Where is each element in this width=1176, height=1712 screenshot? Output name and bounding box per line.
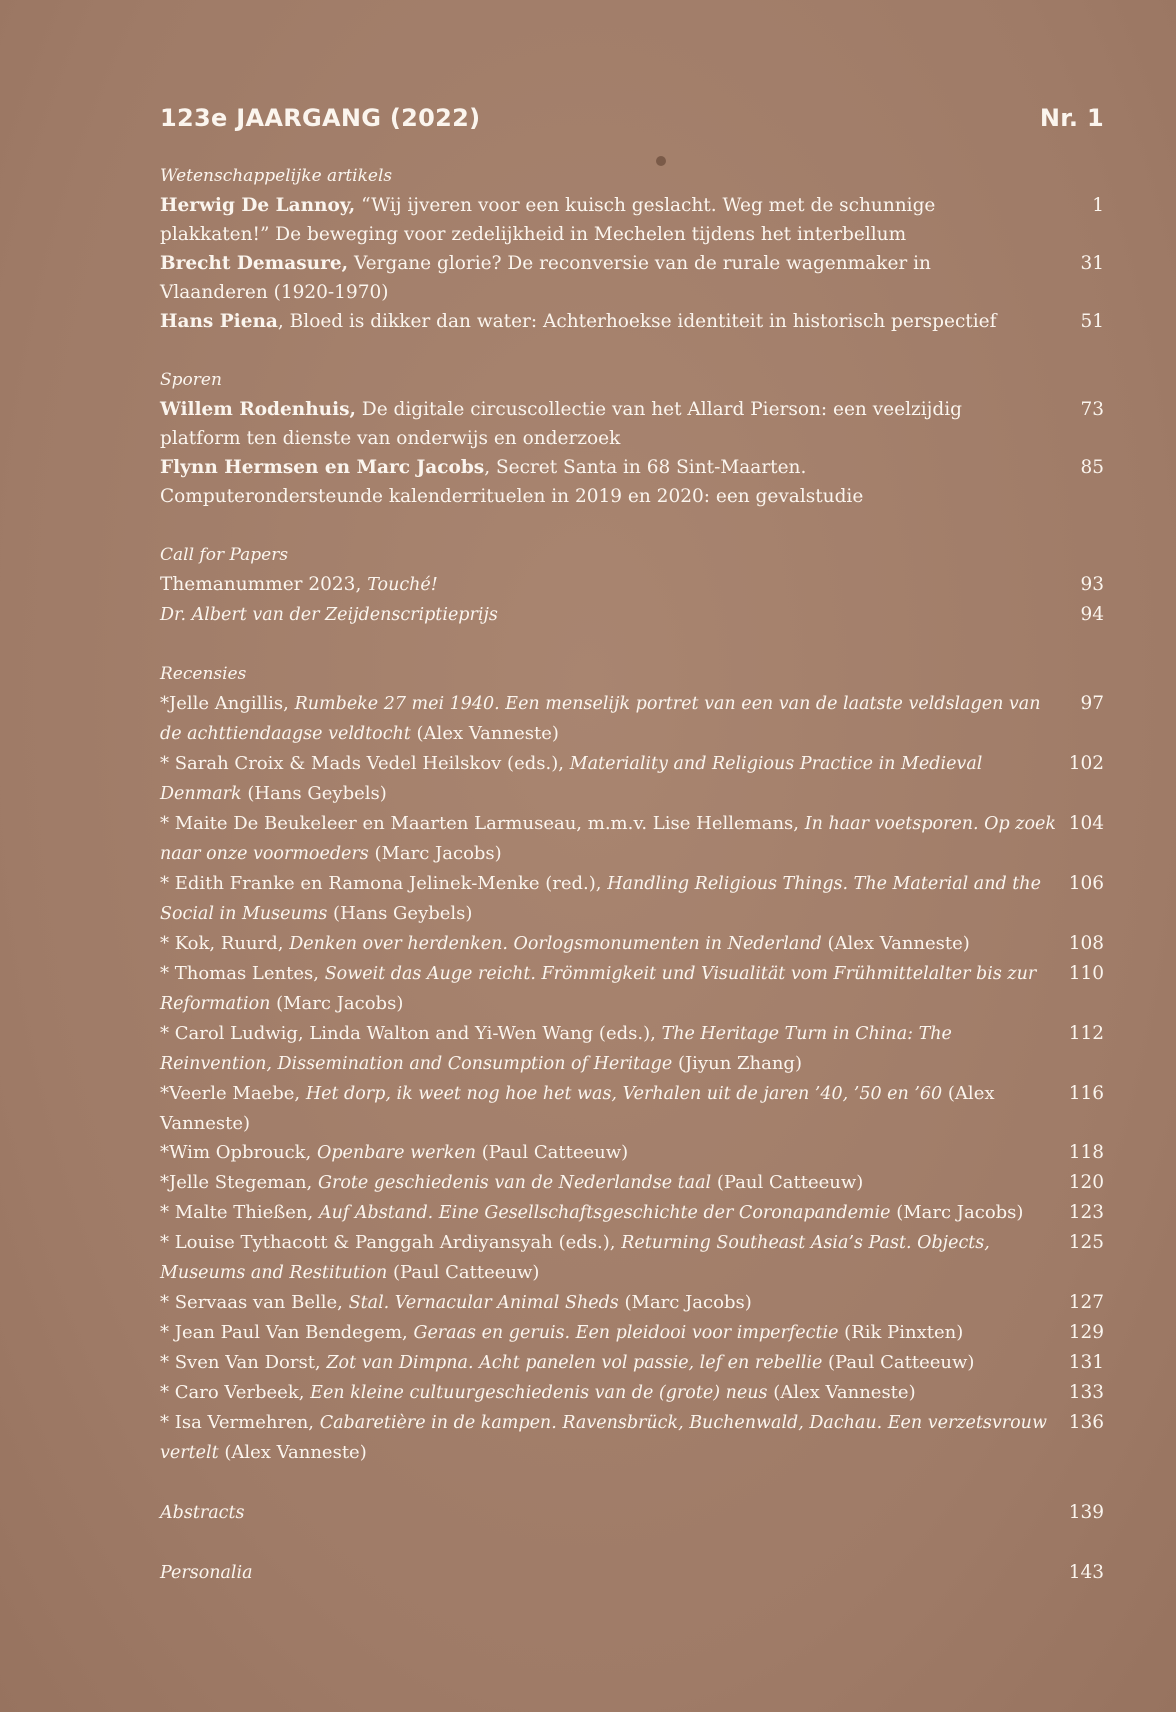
- review-author: * Isa Vermehren,: [160, 1412, 320, 1433]
- review-book-title: Auf Abstand. Eine Gesellschaftsgeschichte der Coronapandemie: [318, 1203, 891, 1223]
- page-number: 133: [1068, 1382, 1104, 1403]
- section-title: Sporen: [160, 370, 222, 390]
- page-number: 127: [1068, 1292, 1104, 1313]
- entry-text: [160, 600, 1060, 630]
- review-book-title: Soweit das Auge reicht. Frömmigkeit und Visualität vom Frühmittelalter bis zur Reformation: [160, 964, 1037, 1014]
- entry-author: Hans Piena: [160, 311, 278, 332]
- review-reviewer: (Paul Catteeuw): [822, 1352, 975, 1373]
- review-author: * Maite De Beukeleer en Maarten Larmuseau, m.m.v. Lise Hellemans,: [160, 813, 805, 834]
- review-reviewer: (Alex Vanneste): [160, 1083, 995, 1134]
- entry-text: [160, 1498, 1060, 1528]
- entry-text: [160, 1558, 1060, 1588]
- section-title: Call for Papers: [160, 545, 289, 565]
- page-number: 93: [1080, 574, 1104, 595]
- toc-entry: [160, 191, 1104, 249]
- entry-text: [160, 1288, 1060, 1318]
- review-book-title: Geraas en geruis. Een pleidooi voor imperfectie: [413, 1323, 839, 1343]
- review-book-title: Cabaretière in de kampen. Ravensbrück, Buchenwald, Dachau. Een verzetsvrouw vertelt: [160, 1413, 1047, 1463]
- entry-title: , Secret Santa in 68 Sint-Maarten. Computerondersteunde kalenderrituelen in 2019 en 2020: een gevalstudie: [160, 457, 864, 507]
- review-author: * Louise Tythacott & Panggah Ardiyansyah (eds.),: [160, 1232, 622, 1253]
- entry-text: [160, 1019, 1060, 1079]
- toc-entry: [160, 249, 1104, 307]
- section-personalia: [160, 1558, 1104, 1588]
- review-entry: [160, 1019, 1104, 1079]
- review-reviewer: (Marc Jacobs): [270, 993, 404, 1014]
- entry-text: [160, 1408, 1060, 1468]
- review-author: * Kok, Ruurd,: [160, 933, 290, 954]
- review-reviewer: (Paul Catteeuw): [476, 1142, 629, 1163]
- review-author: *Veerle Maebe,: [160, 1083, 306, 1104]
- entry-italic-title: Dr. Albert van der Zeijdenscriptieprijs: [160, 605, 498, 625]
- toc-entry: [160, 1558, 1104, 1588]
- review-author: *Wim Opbrouck,: [160, 1142, 317, 1163]
- review-reviewer: (Jiyun Zhang): [672, 1053, 802, 1074]
- toc-entry: [160, 453, 1104, 511]
- section-title: Wetenschappelijke artikels: [160, 166, 393, 186]
- page-number: 120: [1068, 1172, 1104, 1193]
- toc-entry: [160, 395, 1104, 453]
- page-number: 73: [1080, 399, 1104, 420]
- review-entry: [160, 1079, 1104, 1138]
- entry-text: [160, 191, 1020, 249]
- page-number: 97: [1080, 693, 1104, 714]
- entry-text: [160, 1138, 1060, 1168]
- section-title: Recensies: [160, 664, 247, 684]
- entry-title: “Wij ijveren voor een kuisch geslacht. Weg met de schunnige plakkaten!” De beweging voor zedelijkheid in Mechelen tijdens het interbellum: [160, 195, 936, 245]
- entry-italic-title: Touché!: [367, 575, 438, 595]
- entry-author: Flynn Hermsen en Marc Jacobs: [160, 457, 485, 478]
- entry-author: Herwig De Lannoy,: [160, 195, 356, 216]
- entry-title: De digitale circuscollectie van het Allard Pierson: een veelzijdig platform ten dienste van onderwijs en onderzoek: [160, 399, 962, 449]
- review-book-title: Returning Southeast Asia’s Past. Objects, Museums and Restitution: [160, 1233, 990, 1283]
- page-number: 106: [1068, 873, 1104, 894]
- page-number: 102: [1068, 753, 1104, 774]
- section-abstracts: [160, 1498, 1104, 1528]
- review-author: * Edith Franke en Ramona Jelinek-Menke (red.),: [160, 873, 608, 894]
- entry-text: [160, 929, 1060, 959]
- review-reviewer: (Marc Jacobs): [890, 1202, 1024, 1223]
- section-sporen: [160, 366, 1104, 511]
- entry-text: [160, 1198, 1060, 1228]
- review-entry: [160, 1318, 1104, 1348]
- review-entry: [160, 809, 1104, 869]
- page-number: 143: [1068, 1562, 1104, 1583]
- review-book-title: Materiality and Religious Practice in Medieval Denmark: [160, 754, 983, 804]
- review-reviewer: (Paul Catteeuw): [711, 1172, 864, 1193]
- page-number: 131: [1068, 1352, 1104, 1373]
- review-author: * Malte Thießen,: [160, 1202, 319, 1223]
- section-call-for-papers: [160, 541, 1104, 630]
- entry-text: [160, 1079, 1060, 1138]
- entry-author: Willem Rodenhuis,: [160, 399, 356, 420]
- page-number: 136: [1068, 1412, 1104, 1433]
- review-entry: [160, 689, 1104, 749]
- page-number: 123: [1068, 1202, 1104, 1223]
- review-reviewer: (Alex Vanneste): [410, 723, 559, 744]
- ink-dot: [656, 156, 666, 166]
- review-book-title: Stal. Vernacular Animal Sheds: [348, 1293, 619, 1313]
- entry-text: [160, 749, 1060, 809]
- page-number: 31: [1080, 253, 1104, 274]
- entry-title: Vergane glorie? De reconversie van de rurale wagenmaker in Vlaanderen (1920-1970): [160, 253, 931, 303]
- entry-text: [160, 689, 1060, 749]
- review-entry: [160, 1138, 1104, 1168]
- review-author: * Caro Verbeek,: [160, 1382, 311, 1403]
- toc-header: [160, 104, 1104, 148]
- review-reviewer: (Alex Vanneste): [821, 933, 970, 954]
- page-number: 125: [1068, 1232, 1104, 1253]
- page-number: 108: [1068, 933, 1104, 954]
- entry-text: [160, 453, 1020, 511]
- review-reviewer: (Rik Pinxten): [838, 1322, 964, 1343]
- entry-title: , Bloed is dikker dan water: Achterhoekse identiteit in historisch perspectief: [277, 311, 997, 332]
- page-number: 51: [1080, 311, 1104, 332]
- section-recensies: [160, 660, 1104, 1468]
- review-book-title: The Heritage Turn in China: The Reinvention, Dissemination and Consumption of Heritage: [160, 1024, 952, 1074]
- review-book-title: Denken over herdenken. Oorlogsmonumenten in Nederland: [289, 934, 822, 954]
- toc-entry: [160, 307, 1104, 336]
- review-reviewer: (Hans Geybels): [241, 783, 387, 804]
- review-entry: [160, 1378, 1104, 1408]
- page-number: 129: [1068, 1322, 1104, 1343]
- review-reviewer: (Alex Vanneste): [767, 1382, 916, 1403]
- review-author: * Servaas van Belle,: [160, 1292, 349, 1313]
- review-author: * Sven Van Dorst,: [160, 1352, 327, 1373]
- review-entry: [160, 1348, 1104, 1378]
- review-book-title: Handling Religious Things. The Material and the Social in Museums: [160, 874, 1041, 924]
- review-entry: [160, 749, 1104, 809]
- entry-text: [160, 1168, 1060, 1198]
- review-author: * Jean Paul Van Bendegem,: [160, 1322, 414, 1343]
- entry-text: [160, 307, 1060, 336]
- review-book-title: Grote geschiedenis van de Nederlandse taal: [317, 1173, 712, 1193]
- issue-number: Nr. 1: [1039, 104, 1104, 132]
- page-number: 116: [1068, 1083, 1104, 1104]
- review-entry: [160, 929, 1104, 959]
- page-number: 104: [1068, 813, 1104, 834]
- entry-pre: Themanummer 2023,: [160, 574, 368, 595]
- entry-text: [160, 570, 1060, 600]
- entry-text: [160, 959, 1060, 1019]
- toc-entry: [160, 600, 1104, 630]
- review-book-title: Openbare werken: [317, 1143, 477, 1163]
- review-book-title: In haar voetsporen. Op zoek naar onze voormoeders: [160, 814, 1057, 864]
- entry-text: [160, 1318, 1060, 1348]
- review-book-title: Zot van Dimpna. Acht panelen vol passie, lef en rebellie: [326, 1353, 823, 1373]
- entry-text: [160, 869, 1060, 929]
- review-reviewer: (Hans Geybels): [327, 903, 473, 924]
- page-number: 85: [1080, 457, 1104, 478]
- page-number: 94: [1080, 604, 1104, 625]
- page-number: 1: [1092, 195, 1104, 216]
- section-wetenschappelijke-artikels: [160, 162, 1104, 336]
- entry-text: [160, 395, 1020, 453]
- volume-title: 123e JAARGANG (2022): [160, 104, 481, 132]
- review-reviewer: (Alex Vanneste): [218, 1442, 367, 1463]
- review-reviewer: (Marc Jacobs): [618, 1292, 752, 1313]
- entry-text: [160, 249, 1020, 307]
- review-entry: [160, 1228, 1104, 1288]
- page-number: 118: [1068, 1142, 1104, 1163]
- review-entry: [160, 1408, 1104, 1468]
- review-author: * Sarah Croix & Mads Vedel Heilskov (eds.),: [160, 753, 570, 774]
- section-title: Abstracts: [160, 1503, 245, 1523]
- entry-author: Brecht Demasure,: [160, 253, 349, 274]
- page-number: 139: [1068, 1502, 1104, 1523]
- entry-text: [160, 1348, 1060, 1378]
- review-entry: [160, 1168, 1104, 1198]
- section-title: Personalia: [160, 1563, 253, 1583]
- entry-text: [160, 809, 1060, 869]
- review-entry: [160, 1288, 1104, 1318]
- review-book-title: Een kleine cultuurgeschiedenis van de (grote) neus: [310, 1383, 768, 1403]
- review-entry: [160, 959, 1104, 1019]
- review-list: [160, 689, 1104, 1468]
- table-of-contents: [160, 104, 1104, 1588]
- entry-text: [160, 1228, 1060, 1288]
- page-number: 110: [1068, 963, 1104, 984]
- review-author: *Jelle Stegeman,: [160, 1172, 318, 1193]
- review-author: * Carol Ludwig, Linda Walton and Yi-Wen Wang (eds.),: [160, 1023, 662, 1044]
- page-number: 112: [1068, 1023, 1104, 1044]
- review-book-title: Het dorp, ik weet nog hoe het was, Verhalen uit de jaren ’40, ’50 en ’60: [305, 1084, 943, 1104]
- toc-entry: [160, 570, 1104, 600]
- review-entry: [160, 869, 1104, 929]
- review-reviewer: (Paul Catteeuw): [387, 1262, 540, 1283]
- review-book-title: Rumbeke 27 mei 1940. Een menselijk portret van een van de laatste veldslagen van de achttiendaagse veldtocht: [160, 694, 1041, 744]
- toc-entry: [160, 1498, 1104, 1528]
- review-author: * Thomas Lentes,: [160, 963, 325, 984]
- review-entry: [160, 1198, 1104, 1228]
- review-author: *Jelle Angillis,: [160, 693, 295, 714]
- entry-text: [160, 1378, 1060, 1408]
- review-reviewer: (Marc Jacobs): [368, 843, 502, 864]
